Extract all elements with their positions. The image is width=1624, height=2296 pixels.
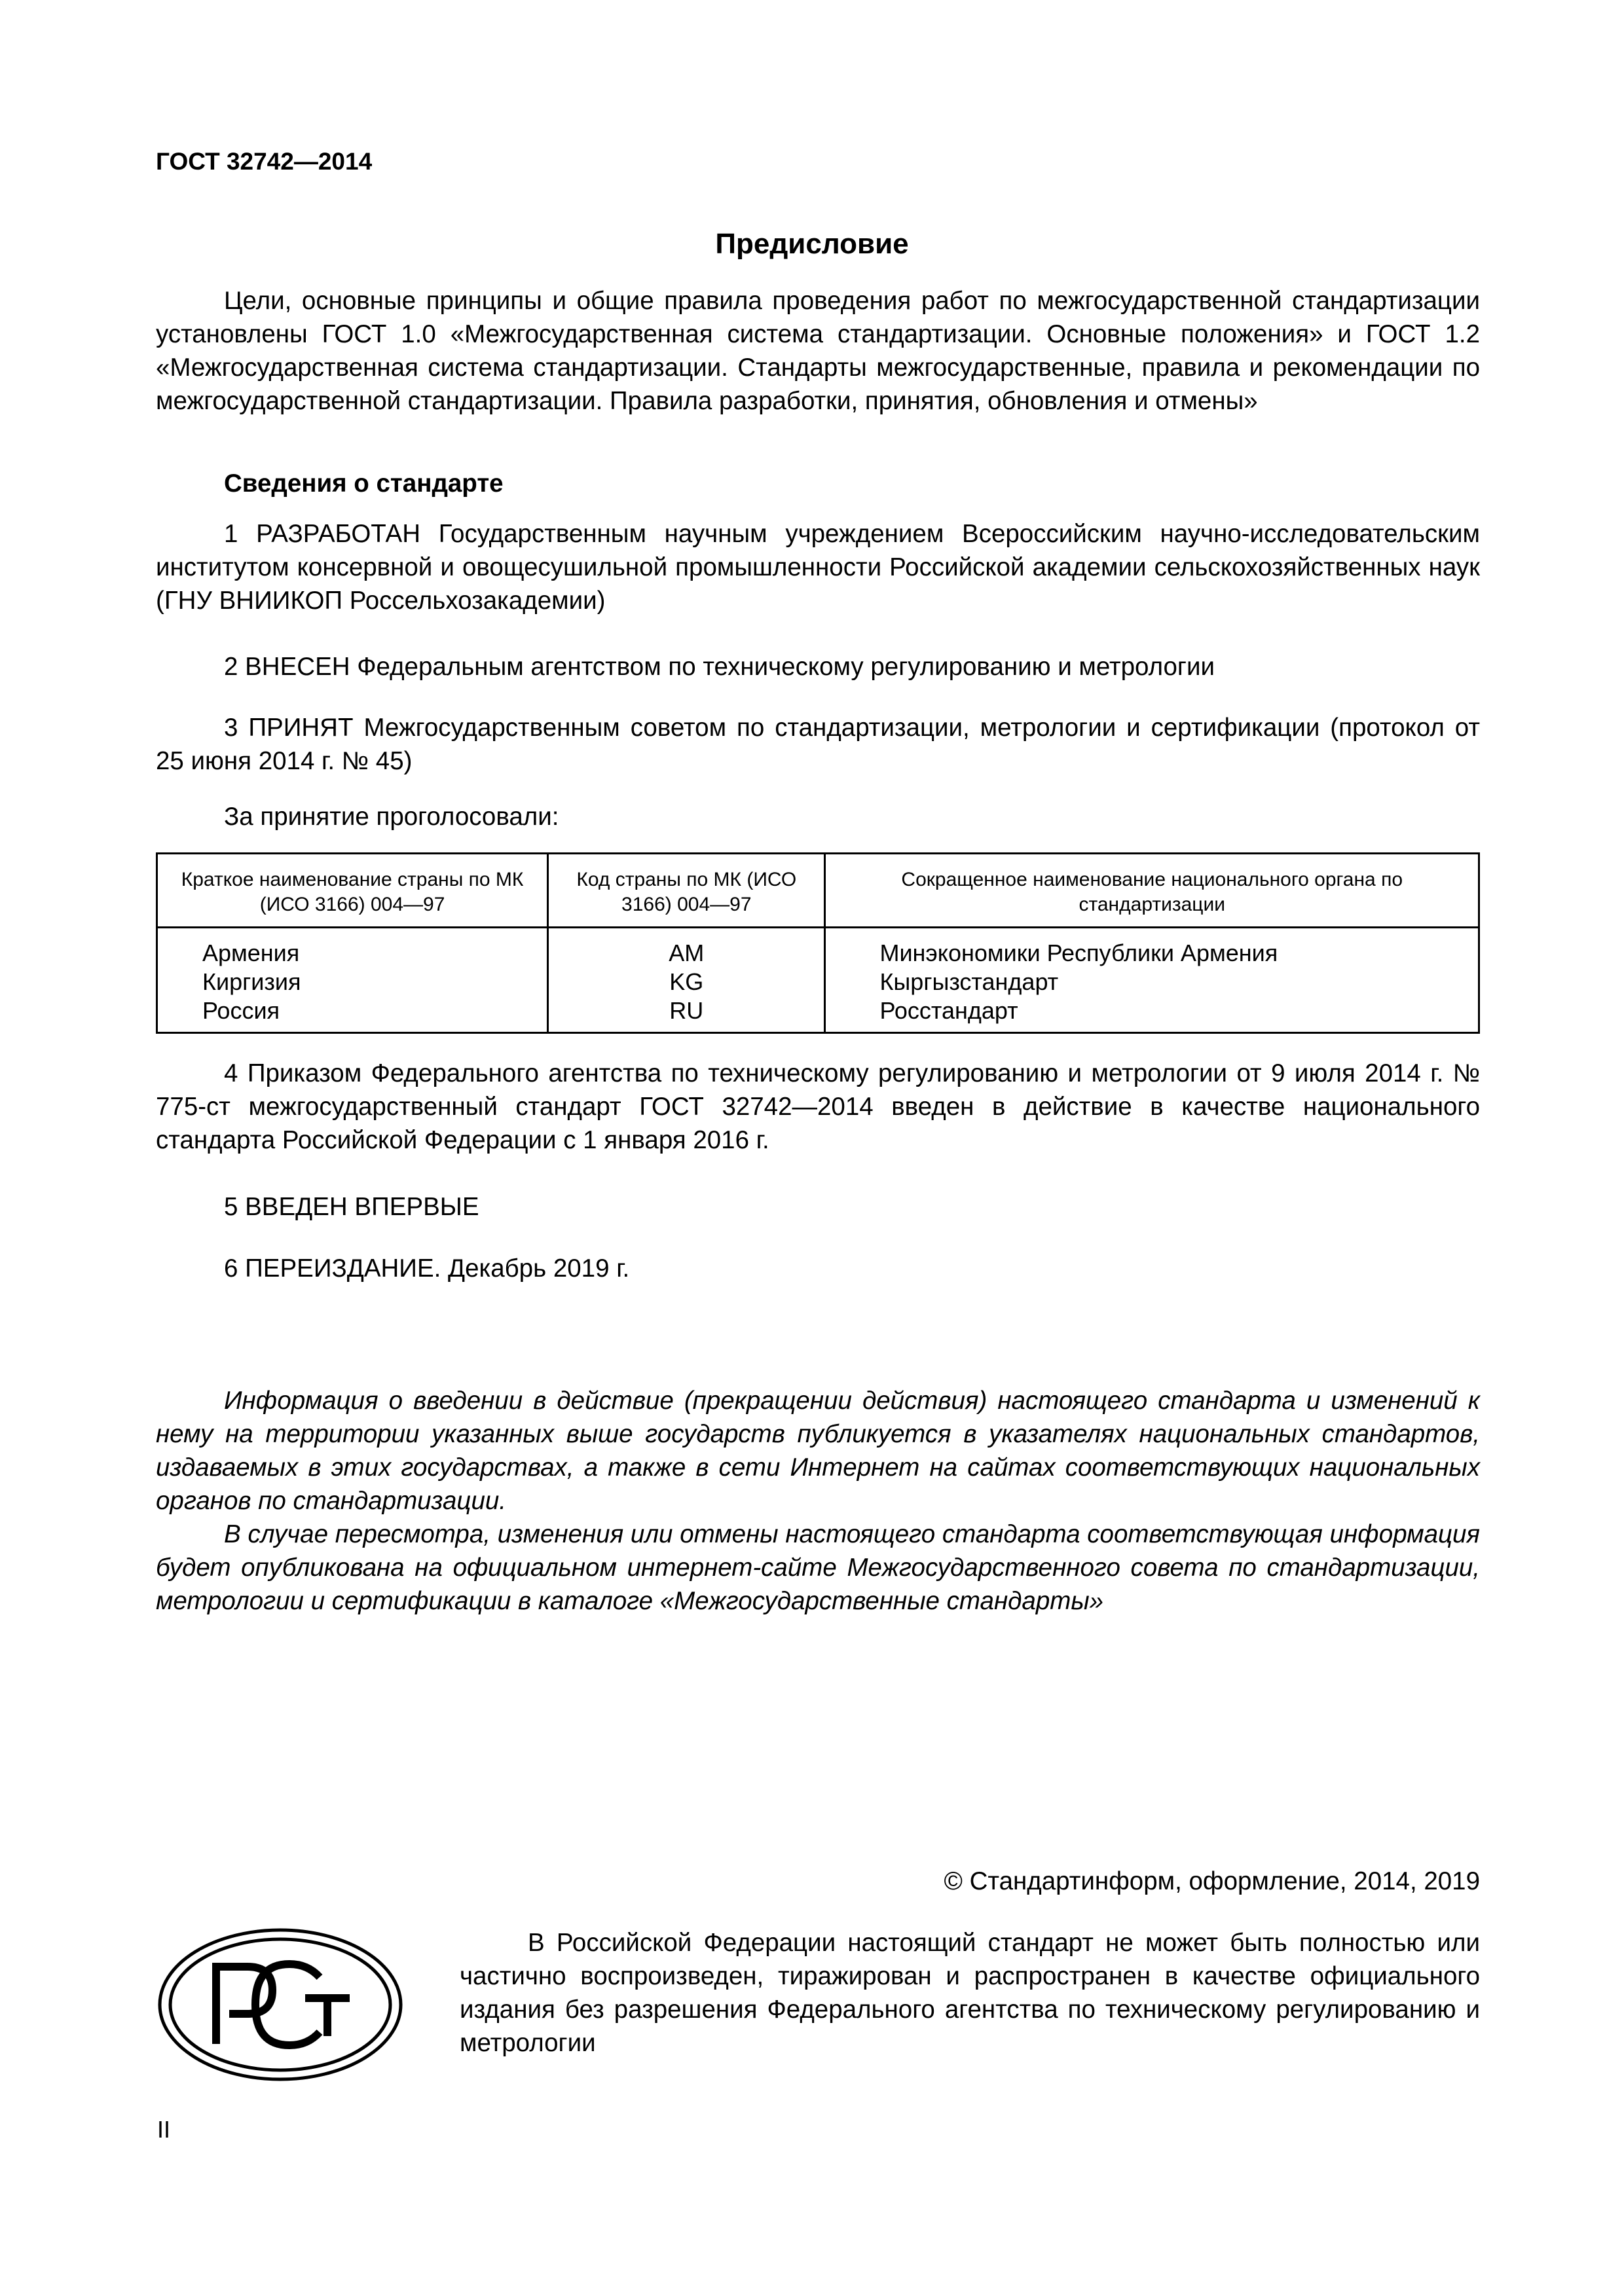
rst-conformity-mark-icon	[156, 1926, 405, 2083]
document-header: ГОСТ 32742—2014	[156, 148, 373, 175]
country-cell: Армения	[157, 928, 548, 968]
item-reissue: 6 ПЕРЕИЗДАНИЕ. Декабрь 2019 г.	[224, 1254, 630, 1283]
item-developed: 1 РАЗРАБОТАН Государственным научным учреждением Всероссийским научно-исследовательским институтом консервной и овощесушильной промышленности Российской академии сельскохозяйственных наук (ГНУ ВНИИКОП Россельхозакадемии)	[156, 520, 1480, 615]
code-cell: RU	[548, 996, 825, 1033]
table-row	[157, 996, 1479, 1033]
rights-notice: В Российской Федерации настоящий стандарт не может быть полностью или частично воспроизведен, тиражирован и распространен в качестве официального издания без разрешения Федерального агентства по техническому регулированию и метрологии	[460, 1929, 1480, 2057]
table-header-row	[157, 854, 1479, 928]
item-order: 4 Приказом Федерального агентства по техническому регулированию и метрологии от 9 июля 2014 г. № 775-ст межгосударственный стандарт ГОСТ 32742—2014 введен в действие в качестве национального стандарта Российской Федерации с 1 января 2016 г.	[156, 1059, 1480, 1154]
country-cell: Россия	[157, 996, 548, 1033]
info-heading: Сведения о стандарте	[224, 469, 504, 498]
page-number: II	[157, 2116, 171, 2143]
copyright-line: © Стандартинформ, оформление, 2014, 2019	[944, 1867, 1480, 1895]
notice-paragraph-1: Информация о введении в действие (прекращении действия) настоящего стандарта и изменений к нему на территории указанных выше государств публикуется в указателях национальных стандартов, издаваемых в этих государствах, а также в сети Интернет на сайтах соответствующих национальных органов по стандартизации.	[156, 1387, 1480, 1515]
item-adopted: 3 ПРИНЯТ Межгосударственным советом по стандартизации, метрологии и сертификации (протокол от 25 июня 2014 г. № 45)	[156, 714, 1480, 775]
page-title: Предисловие	[715, 228, 909, 260]
country-cell: Киргизия	[157, 968, 548, 996]
code-cell: KG	[548, 968, 825, 996]
item-first-time: 5 ВВЕДЕН ВПЕРВЫЕ	[224, 1193, 479, 1221]
table-row	[157, 968, 1479, 996]
notice-paragraph-2: В случае пересмотра, изменения или отмены настоящего стандарта соответствующая информация будет опубликована на официальном интернет-сайте Межгосударственного совета по стандартизации, метрологии и сертификации в каталоге «Межгосударственные стандарты»	[156, 1520, 1480, 1615]
body-cell: Минэкономики Республики Армения	[825, 928, 1479, 968]
intro-paragraph: Цели, основные принципы и общие правила проведения работ по межгосударственной стандартизации установлены ГОСТ 1.0 «Межгосударственная система стандартизации. Основные положения» и ГОСТ 1.2 «Межгосударственная система стандартизации. Стандарты межгосударственные, правила и рекомендации по межгосударственной стандартизации. Правила разработки, принятия, обновления и отмены»	[156, 287, 1480, 415]
body-cell: Кыргызстандарт	[825, 968, 1479, 996]
voted-label: За принятие проголосовали:	[224, 803, 559, 831]
code-cell: AM	[548, 928, 825, 968]
body-cell: Росстандарт	[825, 996, 1479, 1033]
column-header-country: Краткое наименование страны по МК (ИСО 3166) 004—97	[157, 854, 548, 928]
column-header-body: Сокращенное наименование национального органа по стандартизации	[825, 854, 1479, 928]
table-row	[157, 928, 1479, 968]
column-header-code: Код страны по МК (ИСО 3166) 004—97	[548, 854, 825, 928]
voting-countries-table	[156, 852, 1480, 1034]
item-introduced-by: 2 ВНЕСЕН Федеральным агентством по техническому регулированию и метрологии	[224, 653, 1215, 681]
